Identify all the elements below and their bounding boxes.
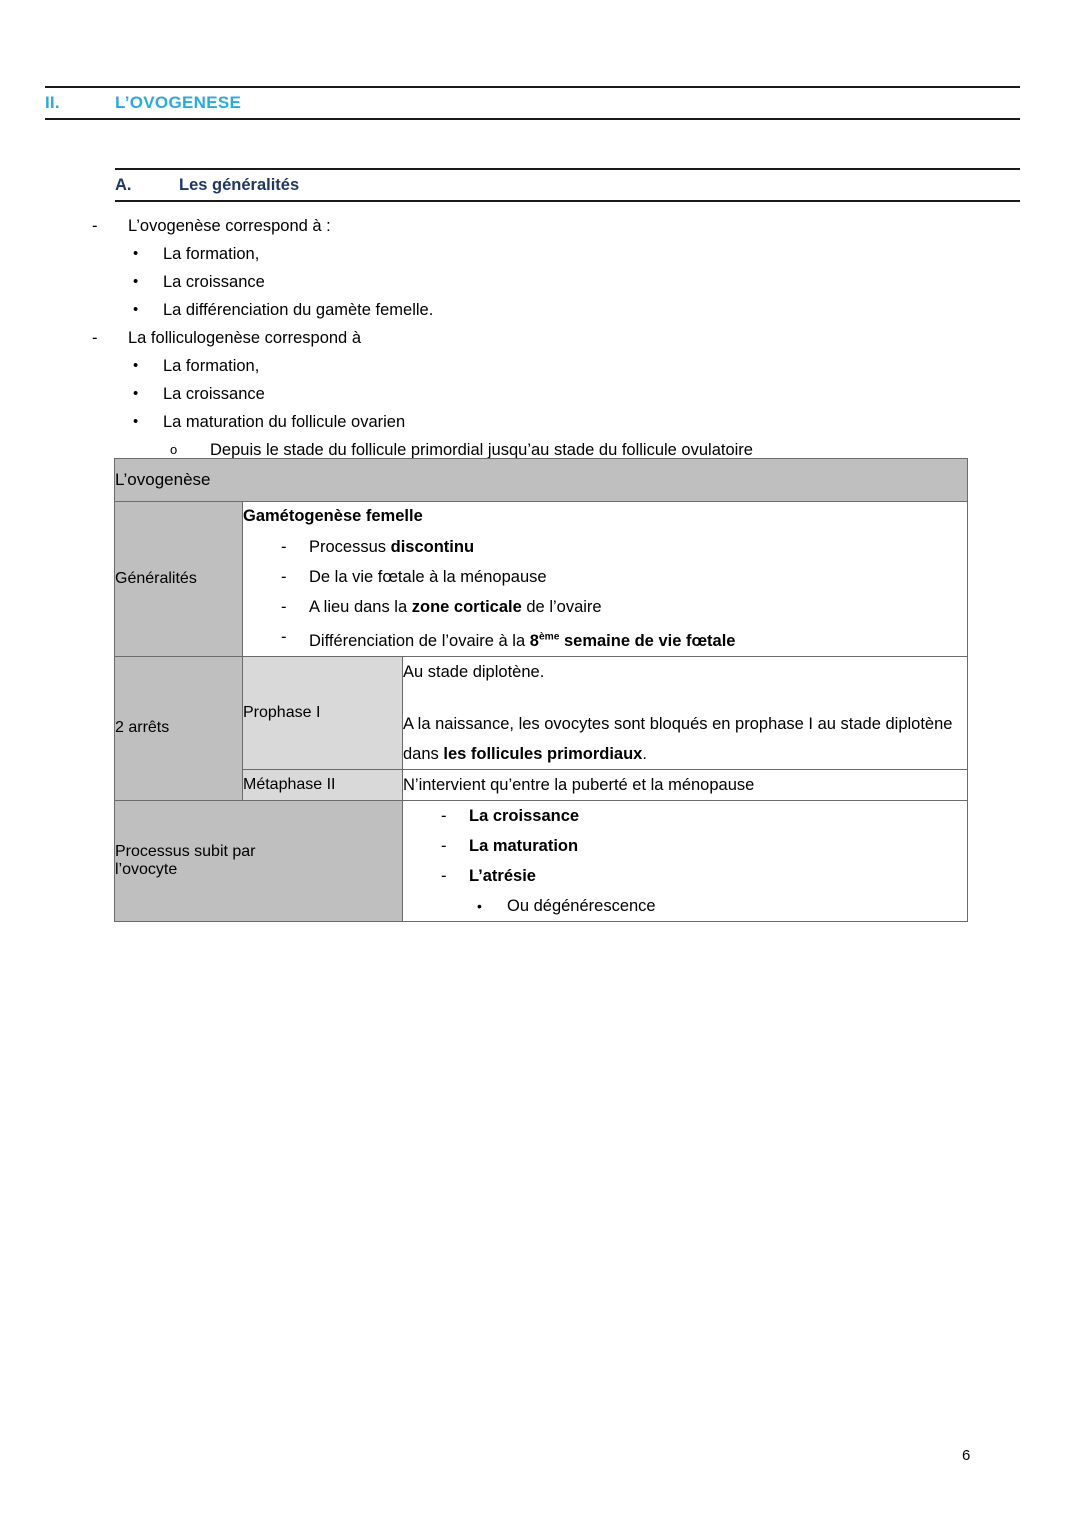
dash-marker-icon: - bbox=[441, 866, 447, 885]
subsection-heading bbox=[115, 168, 1020, 202]
table-row bbox=[115, 502, 968, 657]
table-row bbox=[115, 769, 968, 800]
row-label-processus-line1: Processus subit par bbox=[115, 842, 256, 860]
list-item bbox=[0, 268, 1080, 296]
list-item-label: L’ovogenèse correspond à : bbox=[128, 217, 331, 235]
prophase-line-1: Au stade diplotène. bbox=[403, 662, 545, 681]
prophase-line-2: A la naissance, les ovocytes sont bloqués en prophase I au stade diplotène dans les follicules primordiaux. bbox=[403, 714, 953, 763]
list-item-label: Ou dégénérescence bbox=[507, 896, 656, 915]
table-row bbox=[115, 459, 968, 502]
dash-marker-icon: - bbox=[92, 217, 98, 235]
bullet-marker-icon: • bbox=[133, 245, 139, 262]
list-item-label: La croissance bbox=[163, 385, 265, 403]
list-item-label: La maturation bbox=[469, 836, 579, 855]
dash-marker-icon: - bbox=[281, 628, 287, 646]
list-item-label: La formation, bbox=[163, 357, 260, 375]
list-item bbox=[243, 532, 967, 562]
ovogenese-table bbox=[114, 458, 968, 922]
section-heading-title: L’OVOGENESE bbox=[115, 93, 242, 112]
list-item bbox=[243, 592, 967, 622]
generalites-heading: Gamétogenèse femelle bbox=[243, 507, 423, 525]
generalites-list bbox=[243, 532, 967, 656]
row-label-generalites: Généralités bbox=[115, 502, 243, 657]
processus-sublist bbox=[403, 891, 967, 921]
outline-list bbox=[0, 212, 1080, 464]
bullet-marker-icon: • bbox=[133, 385, 139, 402]
list-item bbox=[0, 240, 1080, 268]
dash-marker-icon: - bbox=[92, 329, 98, 347]
dash-marker-icon: - bbox=[281, 598, 287, 616]
metaphase-text: N’intervient qu’entre la puberté et la ménopause bbox=[403, 775, 755, 794]
circle-marker-icon: o bbox=[170, 442, 178, 457]
processus-list bbox=[403, 801, 967, 891]
list-item-label: A lieu dans la zone corticale de l’ovaire bbox=[309, 598, 602, 616]
list-item bbox=[0, 352, 1080, 380]
dash-marker-icon: - bbox=[281, 538, 287, 556]
list-item-label: La croissance bbox=[469, 806, 580, 825]
section-heading bbox=[45, 86, 1020, 120]
list-item-label: La différenciation du gamète femelle. bbox=[163, 301, 434, 319]
list-item-label: Depuis le stade du follicule primordial jusqu’au stade du follicule ovulatoire bbox=[210, 441, 753, 459]
list-item bbox=[0, 324, 1080, 352]
subsection-heading-title: Les généralités bbox=[179, 175, 300, 194]
bullet-marker-icon: • bbox=[133, 301, 139, 318]
bullet-marker-icon: • bbox=[133, 273, 139, 290]
subsection-heading-number: A. bbox=[115, 175, 132, 194]
generalites-content bbox=[243, 502, 968, 657]
page-number: 6 bbox=[962, 1447, 971, 1464]
list-item-label: L’atrésie bbox=[469, 866, 536, 885]
table-row bbox=[115, 800, 968, 921]
list-item-label: La croissance bbox=[163, 273, 265, 291]
list-item bbox=[403, 831, 967, 861]
list-item bbox=[243, 562, 967, 592]
prophase-content bbox=[403, 656, 968, 769]
metaphase-content bbox=[403, 769, 968, 800]
list-item bbox=[0, 380, 1080, 408]
list-item bbox=[403, 801, 967, 831]
list-item bbox=[243, 622, 967, 656]
processus-content bbox=[403, 800, 968, 921]
sub-label-metaphase: Métaphase II bbox=[243, 769, 403, 800]
row-label-arrets: 2 arrêts bbox=[115, 656, 243, 800]
row-label-processus-line2: l’ovocyte bbox=[115, 860, 178, 878]
list-item-label: De la vie fœtale à la ménopause bbox=[309, 568, 547, 586]
bullet-marker-icon: • bbox=[133, 413, 139, 430]
list-item bbox=[0, 296, 1080, 324]
row-label-processus bbox=[115, 800, 403, 921]
ordinal-suffix: ème bbox=[538, 631, 560, 642]
bullet-marker-icon: • bbox=[133, 357, 139, 374]
dash-marker-icon: - bbox=[281, 568, 287, 586]
table-row bbox=[115, 656, 968, 769]
list-item bbox=[403, 891, 967, 921]
list-item-label: La maturation du follicule ovarien bbox=[163, 413, 406, 431]
bullet-marker-icon: • bbox=[477, 897, 482, 914]
list-item bbox=[0, 408, 1080, 436]
list-item-label: La folliculogenèse correspond à bbox=[128, 329, 361, 347]
sub-label-prophase: Prophase I bbox=[243, 656, 403, 769]
dash-marker-icon: - bbox=[441, 836, 447, 855]
section-heading-number: II. bbox=[45, 93, 60, 112]
list-item bbox=[0, 212, 1080, 240]
list-item bbox=[403, 861, 967, 891]
list-item-label: Processus discontinu bbox=[309, 538, 475, 556]
list-item-label: Différenciation de l’ovaire à la 8ème semaine de vie fœtale bbox=[309, 631, 736, 650]
dash-marker-icon: - bbox=[441, 806, 447, 825]
list-item-label: La formation, bbox=[163, 245, 260, 263]
table-caption: L’ovogenèse bbox=[115, 459, 968, 502]
